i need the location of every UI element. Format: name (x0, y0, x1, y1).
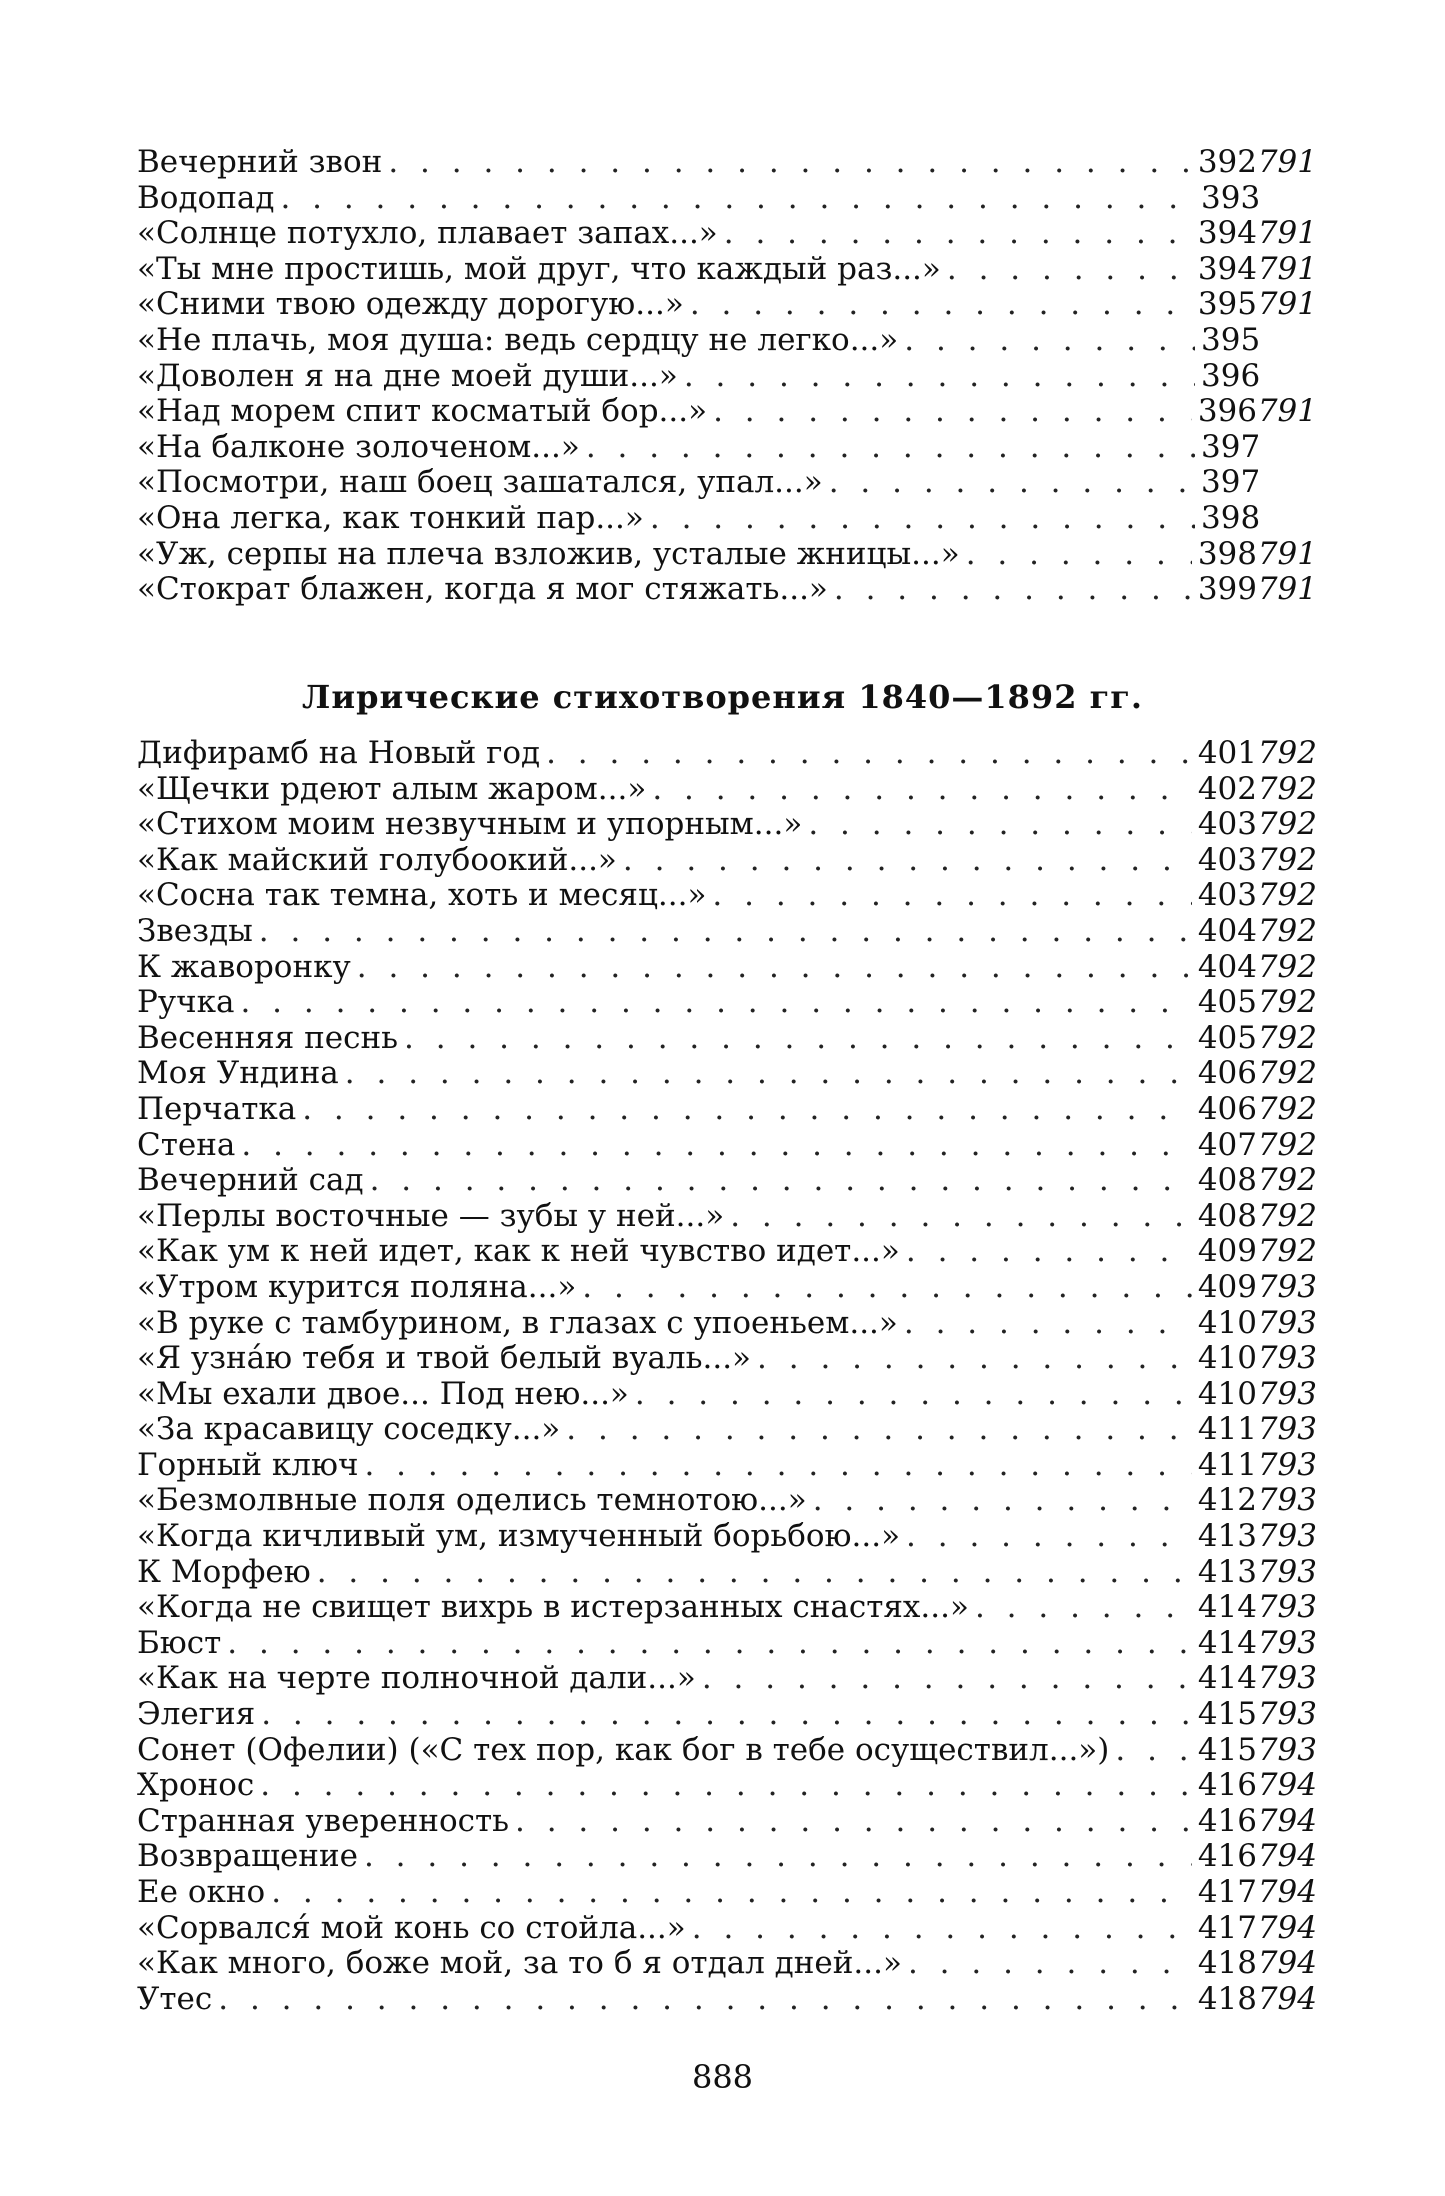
toc-entry (137, 736, 1317, 772)
toc-entry-note-page: 793 (1257, 1553, 1317, 1590)
toc-entry-title: Странная уверенность (137, 1802, 510, 1839)
toc-entry-page: 394 (1197, 215, 1257, 252)
toc-entry-page: 413 (1197, 1553, 1257, 1590)
toc-entry (137, 772, 1317, 808)
toc-entry-title: Перчатка (137, 1090, 297, 1127)
toc-entry-page: 416 (1197, 1767, 1257, 1804)
toc-entry-page: 410 (1197, 1304, 1257, 1341)
toc-entry-note-page: 794 (1257, 1909, 1317, 1946)
toc-entry-note-page: 791 (1257, 393, 1317, 430)
toc-entry-note-page: 793 (1257, 1411, 1317, 1448)
toc-entry-note-page: 792 (1257, 1197, 1317, 1234)
dot-leader (829, 465, 1195, 501)
toc-entry-page: 407 (1197, 1126, 1257, 1163)
dot-leader (730, 1199, 1192, 1235)
toc-entry-note-page: 792 (1257, 912, 1317, 949)
dot-leader (566, 1412, 1192, 1448)
toc-entry-page: 411 (1197, 1411, 1257, 1448)
toc-entry-page: 405 (1197, 984, 1257, 1021)
dot-leader (317, 1555, 1192, 1591)
toc-entry-page: 416 (1197, 1838, 1257, 1875)
toc-entry-page: 406 (1197, 1055, 1257, 1092)
toc-entry-title: «Сними твою одежду дорогую...» (137, 286, 684, 323)
toc-entry-note-page: 791 (1257, 144, 1317, 180)
dot-leader (966, 537, 1192, 573)
toc-entry (137, 1804, 1317, 1840)
toc-entry (137, 501, 1317, 537)
toc-entry (137, 1377, 1317, 1413)
toc-entry-title: Горный ключ (137, 1446, 359, 1483)
toc-entry-page: 395 (1201, 321, 1261, 358)
dot-leader (241, 1128, 1191, 1164)
dot-leader (908, 1946, 1192, 1982)
toc-entry-note-page: 791 (1257, 250, 1317, 287)
dot-leader (271, 1875, 1192, 1911)
toc-entry-title: Вечерний сад (137, 1162, 364, 1199)
toc-entry-title: «Посмотри, наш боец зашатался, упал...» (137, 464, 823, 501)
toc-entry (137, 465, 1317, 501)
toc-entry-note-page: 792 (1257, 1126, 1317, 1163)
toc-entry-title: «Как на черте полночной дали...» (137, 1660, 696, 1697)
toc-entry-page: 398 (1201, 499, 1261, 536)
dot-leader (260, 1768, 1192, 1804)
dot-leader (364, 1839, 1192, 1875)
dot-leader (546, 736, 1192, 772)
toc-entry (137, 1306, 1317, 1342)
toc-entry-note-page: 794 (1257, 1838, 1317, 1875)
toc-entry (137, 1768, 1317, 1804)
toc-entry-page: 408 (1197, 1162, 1257, 1199)
toc-entry-page: 404 (1197, 948, 1257, 985)
toc-entry-page: 396 (1197, 393, 1257, 430)
toc-entry (137, 1555, 1317, 1591)
toc-entry (137, 1626, 1317, 1662)
toc-entry (137, 1697, 1317, 1733)
toc-entry-title: Ручка (137, 984, 235, 1021)
dot-leader (227, 1626, 1192, 1662)
toc-entry (137, 1519, 1317, 1555)
toc-entry-note-page: 792 (1257, 1055, 1317, 1092)
dot-leader (357, 950, 1192, 986)
dot-leader (259, 914, 1192, 950)
toc-entry (137, 1733, 1317, 1769)
toc-entry-title: Хронос (137, 1767, 255, 1804)
toc-entry (137, 1412, 1317, 1448)
dot-leader (834, 572, 1192, 608)
toc-entry (137, 1661, 1317, 1697)
toc-entry-title: «В руке с тамбурином, в глазах с упоеньем...» (137, 1304, 898, 1341)
toc-entry-note-page: 792 (1257, 1090, 1317, 1127)
toc-entry (137, 1839, 1317, 1875)
toc-entry-page: 410 (1197, 1375, 1257, 1412)
toc-entry-note-page: 793 (1257, 1268, 1317, 1305)
toc-entry-note-page: 792 (1257, 735, 1317, 771)
toc-entry-title: «Когда не свищет вихрь в истерзанных снастях...» (137, 1589, 969, 1626)
toc-entry-title: «За красавицу соседку...» (137, 1411, 561, 1448)
toc-entry-note-page: 794 (1257, 1767, 1317, 1804)
dot-leader (345, 1056, 1192, 1092)
toc-entry-note-page: 793 (1257, 1696, 1317, 1733)
toc-entry-title: Стена (137, 1126, 236, 1163)
toc-entry-note-page: 794 (1257, 1874, 1317, 1910)
toc-entry-page: 402 (1197, 770, 1257, 807)
dot-leader (515, 1804, 1192, 1840)
dot-leader (582, 1270, 1192, 1306)
toc-entry-note-page: 791 (1257, 535, 1317, 572)
dot-leader (712, 878, 1191, 914)
dot-leader (1115, 1733, 1191, 1769)
toc-entry-title: Моя Ундина (137, 1055, 339, 1092)
toc-entry-page: 395 (1197, 286, 1257, 323)
toc-entry-title: «Я узна́ю тебя и твой белый вуаль...» (137, 1340, 752, 1377)
dot-leader (218, 1982, 1192, 2018)
toc-entry-note-page: 793 (1257, 1340, 1317, 1377)
toc-entry-note-page: 793 (1257, 1589, 1317, 1626)
toc-entry-title: Водопад (137, 179, 275, 216)
toc-entry-note-page: 793 (1257, 1482, 1317, 1519)
toc-entry-note-page: 794 (1257, 1802, 1317, 1839)
toc-entry-page: 397 (1201, 464, 1261, 501)
toc-entry-page: 399 (1197, 571, 1257, 608)
toc-entry (137, 950, 1317, 986)
toc-entry (137, 1911, 1317, 1947)
toc-entry-title: «Безмолвные поля оделись темнотою...» (137, 1482, 807, 1519)
toc-section-b (137, 736, 1317, 2017)
toc-entry-page: 417 (1197, 1909, 1257, 1946)
toc-entry (137, 1483, 1317, 1519)
toc-entry-page: 414 (1197, 1624, 1257, 1661)
toc-entry-page: 392 (1197, 144, 1257, 180)
toc-entry-title: Возвращение (137, 1838, 358, 1875)
toc-entry (137, 323, 1317, 359)
toc-entry (137, 1128, 1317, 1164)
toc-entry-page: 398 (1197, 535, 1257, 572)
toc-entry-title: «Доволен я на дне моей души...» (137, 357, 678, 394)
dot-leader (240, 985, 1191, 1021)
toc-entry-title: «Утром курится поляна...» (137, 1268, 577, 1305)
toc-entry-title: Ее окно (137, 1874, 266, 1910)
dot-leader (261, 1697, 1192, 1733)
toc-entry-page: 409 (1197, 1233, 1257, 1270)
toc-entry-page: 413 (1197, 1518, 1257, 1555)
toc-entry (137, 394, 1317, 430)
dot-leader (650, 501, 1195, 537)
dot-leader (684, 359, 1195, 395)
toc-entry-note-page: 793 (1257, 1731, 1317, 1768)
toc-entry-title: «Уж, серпы на плеча взложив, усталые жницы...» (137, 535, 960, 572)
toc-entry-title: Звезды (137, 912, 253, 949)
toc-entry-note-page: 792 (1257, 1233, 1317, 1270)
toc-entry-page: 393 (1201, 179, 1261, 216)
toc-entry-page: 403 (1197, 877, 1257, 914)
toc-entry-page: 418 (1197, 1980, 1257, 2017)
toc-entry (137, 1056, 1317, 1092)
section-heading: Лирические стихотворения 1840—1892 гг. (302, 678, 1143, 716)
toc-entry-title: «Стократ блажен, когда я мог стяжать...» (137, 571, 828, 608)
toc-entry (137, 1199, 1317, 1235)
toc-entry-page: 418 (1197, 1945, 1257, 1982)
toc-entry-title: «Мы ехали двое... Под нею...» (137, 1375, 629, 1412)
dot-leader (302, 1092, 1192, 1128)
dot-leader (906, 1234, 1192, 1270)
toc-entry-title: Сонет (Офелии) («С тех пор, как бог в тебе осуществил...») (137, 1731, 1110, 1768)
toc-entry-page: 406 (1197, 1090, 1257, 1127)
toc-entry (137, 359, 1317, 395)
toc-entry-page: 397 (1201, 428, 1261, 465)
dot-leader (808, 807, 1192, 843)
toc-entry-page: 412 (1197, 1482, 1257, 1519)
toc-entry (137, 216, 1317, 252)
toc-entry-title: «Она легка, как тонкий пар...» (137, 499, 644, 536)
toc-entry-page: 414 (1197, 1660, 1257, 1697)
toc-entry-note-page: 792 (1257, 770, 1317, 807)
dot-leader (692, 1911, 1192, 1947)
toc-entry (137, 145, 1317, 181)
dot-leader (370, 1163, 1192, 1199)
dot-leader (713, 394, 1192, 430)
toc-entry-page: 404 (1197, 912, 1257, 949)
toc-entry-note-page: 791 (1257, 571, 1317, 608)
toc-entry-note-page: 793 (1257, 1375, 1317, 1412)
toc-entry (137, 252, 1317, 288)
toc-entry-title: «Ты мне простишь, мой друг, что каждый раз...» (137, 250, 941, 287)
toc-entry-page: 403 (1197, 841, 1257, 878)
dot-leader (690, 287, 1192, 323)
toc-entry (137, 181, 1317, 217)
dot-leader (280, 181, 1195, 217)
toc-entry (137, 1590, 1317, 1626)
toc-entry-note-page: 792 (1257, 877, 1317, 914)
toc-entry-note-page: 792 (1257, 841, 1317, 878)
toc-entry-note-page: 794 (1257, 1980, 1317, 2017)
toc-entry-title: «Солнце потухло, плавает запах...» (137, 215, 718, 252)
dot-leader (947, 252, 1192, 288)
toc-entry-title: «Над морем спит косматый бор...» (137, 393, 708, 430)
toc-entry-page: 401 (1197, 735, 1257, 771)
dot-leader (388, 145, 1191, 181)
toc-entry (137, 1341, 1317, 1377)
toc-entry-page: 411 (1197, 1446, 1257, 1483)
toc-entry (137, 985, 1317, 1021)
toc-entry (137, 878, 1317, 914)
toc-entry-title: «Когда кичливый ум, измученный борьбою...» (137, 1518, 901, 1555)
toc-entry-title: Бюст (137, 1624, 222, 1661)
toc-entry-page: 405 (1197, 1019, 1257, 1056)
toc-entry-note-page: 794 (1257, 1945, 1317, 1982)
toc-entry (137, 1021, 1317, 1057)
toc-entry-title: «Как ум к ней идет, как к ней чувство идет...» (137, 1233, 900, 1270)
toc-entry-title: «Стихом моим незвучным и упорным...» (137, 806, 803, 843)
toc-entry-note-page: 793 (1257, 1660, 1317, 1697)
toc-entry (137, 1875, 1317, 1911)
toc-entry-note-page: 792 (1257, 806, 1317, 843)
toc-entry (137, 430, 1317, 466)
dot-leader (813, 1483, 1192, 1519)
toc-entry-note-page: 792 (1257, 1162, 1317, 1199)
dot-leader (364, 1448, 1191, 1484)
toc-entry-title: Весенняя песнь (137, 1019, 399, 1056)
toc-entry-title: «Как майский голубоокий...» (137, 841, 617, 878)
toc-entry-title: Утес (137, 1980, 213, 2017)
toc-entry (137, 1448, 1317, 1484)
toc-entry (137, 1163, 1317, 1199)
dot-leader (635, 1377, 1192, 1413)
dot-leader (904, 323, 1195, 359)
toc-entry (137, 1092, 1317, 1128)
toc-entry (137, 572, 1317, 608)
toc-entry-title: К Морфею (137, 1553, 311, 1590)
toc-entry-page: 396 (1201, 357, 1261, 394)
toc-entry-title: Дифирамб на Новый год (137, 735, 541, 771)
toc-entry-title: Вечерний звон (137, 144, 383, 180)
toc-section-a (137, 145, 1317, 608)
dot-leader (586, 430, 1195, 466)
toc-entry-note-page: 792 (1257, 984, 1317, 1021)
toc-entry-note-page: 793 (1257, 1518, 1317, 1555)
toc-entry-title: «Сорвался́ мой конь со стойла...» (137, 1909, 686, 1946)
toc-entry-title: «Сосна так темна, хоть и месяц...» (137, 877, 707, 914)
toc-entry-note-page: 792 (1257, 1019, 1317, 1056)
toc-entry (137, 843, 1317, 879)
toc-entry-note-page: 793 (1257, 1446, 1317, 1483)
toc-entry (137, 537, 1317, 573)
toc-entry-page: 414 (1197, 1589, 1257, 1626)
toc-entry-page: 408 (1197, 1197, 1257, 1234)
toc-entry-title: Элегия (137, 1696, 256, 1733)
toc-entry-note-page: 792 (1257, 948, 1317, 985)
toc-entry-page: 415 (1197, 1731, 1257, 1768)
toc-entry-note-page: 791 (1257, 215, 1317, 252)
toc-entry-title: «Не плачь, моя душа: ведь сердцу не легко...» (137, 321, 899, 358)
dot-leader (652, 772, 1192, 808)
dot-leader (623, 843, 1192, 879)
dot-leader (724, 216, 1192, 252)
toc-entry-note-page: 793 (1257, 1624, 1317, 1661)
toc-entry-page: 394 (1197, 250, 1257, 287)
toc-entry-note-page: 791 (1257, 286, 1317, 323)
toc-entry (137, 1234, 1317, 1270)
toc-entry-title: «Как много, боже мой, за то б я отдал дней...» (137, 1945, 902, 1982)
toc-entry-page: 403 (1197, 806, 1257, 843)
toc-entry-title: К жаворонку (137, 948, 351, 985)
toc-entry-note-page: 793 (1257, 1304, 1317, 1341)
dot-leader (906, 1519, 1192, 1555)
toc-entry-title: «На балконе золоченом...» (137, 428, 580, 465)
toc-entry-page: 415 (1197, 1696, 1257, 1733)
toc-entry (137, 807, 1317, 843)
toc-entry (137, 287, 1317, 323)
dot-leader (757, 1341, 1192, 1377)
dot-leader (904, 1306, 1192, 1342)
dot-leader (702, 1661, 1192, 1697)
toc-entry (137, 1270, 1317, 1306)
toc-entry-page: 410 (1197, 1340, 1257, 1377)
toc-entry (137, 1982, 1317, 2018)
toc-entry-title: «Щечки рдеют алым жаром...» (137, 770, 647, 807)
toc-entry (137, 914, 1317, 950)
toc-entry (137, 1946, 1317, 1982)
toc-entry-page: 416 (1197, 1802, 1257, 1839)
toc-entry-page: 417 (1197, 1874, 1257, 1910)
dot-leader (404, 1021, 1192, 1057)
dot-leader (975, 1590, 1192, 1626)
toc-entry-title: «Перлы восточные — зубы у ней...» (137, 1197, 725, 1234)
toc-entry-page: 409 (1197, 1268, 1257, 1305)
page-number: 888 (691, 2058, 754, 2096)
